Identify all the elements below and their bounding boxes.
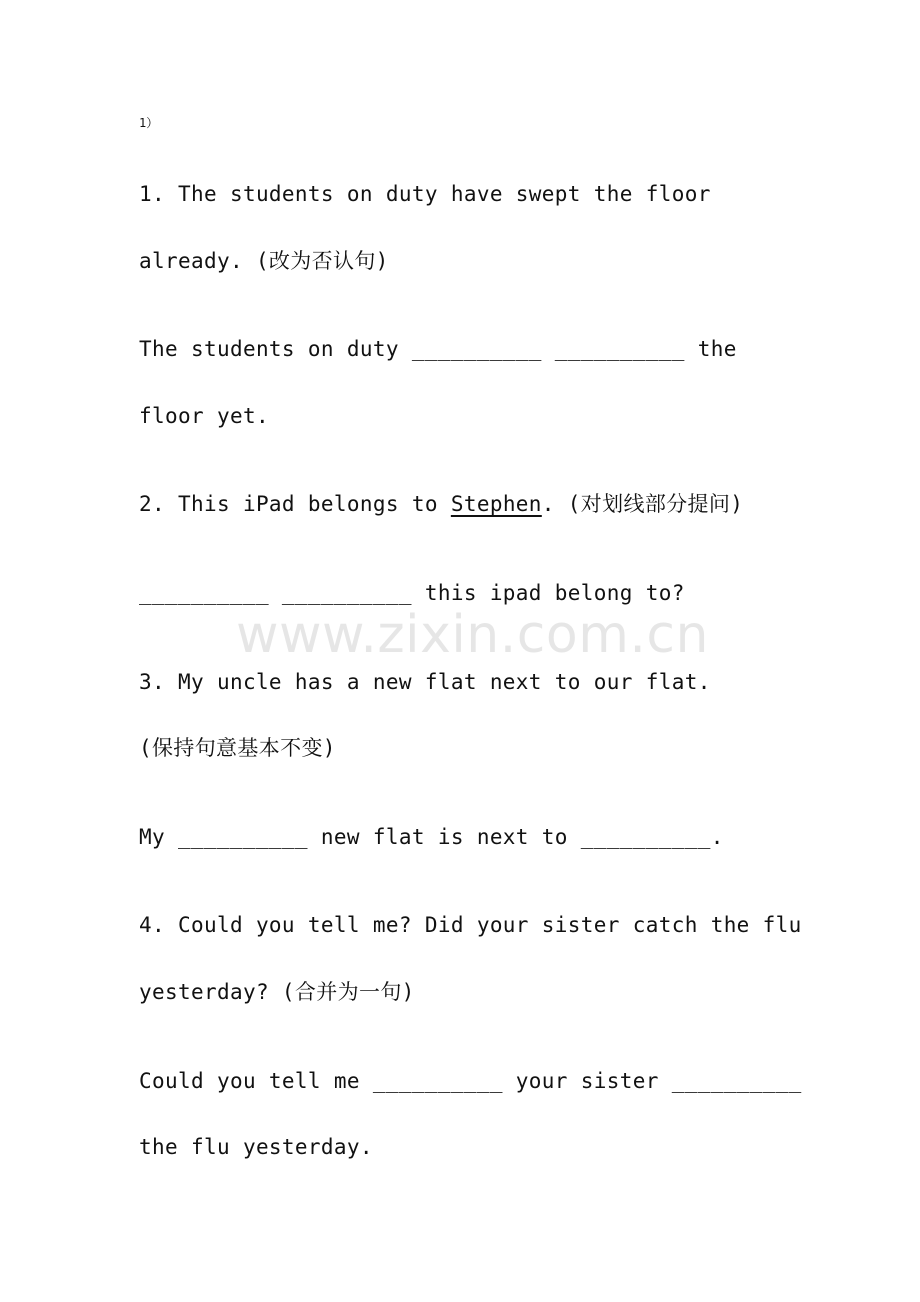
watermark: www.zixin.com.cn <box>236 605 709 665</box>
question-1-prompt-line-1: 1. The students on duty have swept the floor <box>139 182 711 206</box>
section-marker: 1） <box>139 116 159 130</box>
question-2-prompt <box>139 491 743 517</box>
question-4-prompt-line-2: yesterday? (合并为一句) <box>139 980 415 1004</box>
question-4-answer-line-2: the flu yesterday. <box>139 1135 373 1159</box>
question-2-prompt-end: . (对划线部分提问) <box>541 492 744 516</box>
question-3-prompt-line-2: (保持句意基本不变) <box>139 736 336 760</box>
question-2-underlined-word: Stephen <box>450 492 542 516</box>
question-4-prompt-line-1: 4. Could you tell me? Did your sister catch the flu <box>139 913 802 937</box>
question-4-answer-line-1: Could you tell me __________ your sister __________ <box>139 1069 802 1093</box>
question-3-answer-line-1: My __________ new flat is next to __________. <box>139 825 724 849</box>
question-1-answer-line-1: The students on duty __________ __________ the <box>139 337 737 361</box>
question-2-prompt-start: 2. This iPad belongs to <box>139 492 451 516</box>
question-1-prompt-line-2: already. (改为否认句) <box>139 249 389 273</box>
question-2-answer-line-1: __________ __________ this ipad belong to? <box>139 581 685 605</box>
question-3-prompt-line-1: 3. My uncle has a new flat next to our flat. <box>139 670 711 694</box>
question-1-answer-line-2: floor yet. <box>139 404 269 428</box>
